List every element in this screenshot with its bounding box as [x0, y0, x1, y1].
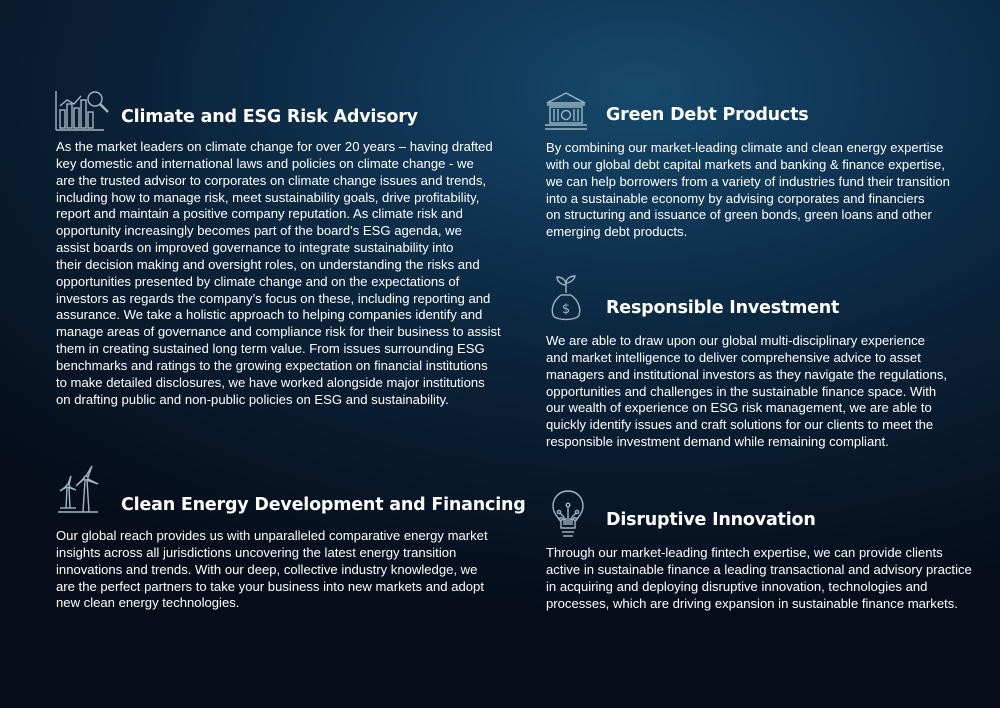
- body-line: in acquiring and deploying disruptive innovation, technologies and: [546, 578, 928, 594]
- section-body: [546, 545, 972, 612]
- body-line: report and maintain a positive company reputation. As climate risk and: [56, 206, 463, 222]
- section-body: [546, 140, 950, 241]
- body-line: on drafting public and non-public policies on ESG and sustainability.: [56, 391, 449, 407]
- section-title: Clean Energy Development and Financing: [121, 495, 526, 515]
- body-line: manage areas of governance and compliance risk for their business to assist: [56, 324, 501, 340]
- body-line: As the market leaders on climate change for over 20 years – having drafted: [56, 139, 493, 154]
- section-body: [546, 333, 947, 451]
- body-line: By combining our market-leading climate and clean energy expertise: [546, 140, 944, 155]
- body-line: are the perfect partners to take your business into new markets and adopt: [56, 578, 484, 594]
- body-line: We are able to draw upon our global multi-disciplinary experience: [546, 333, 925, 348]
- body-line: quickly identify issues and craft solutions for our clients to meet the: [546, 417, 934, 433]
- section-body: [56, 139, 501, 409]
- bank-building-icon: [544, 91, 588, 131]
- body-line: investors as regards the company’s focus on these, including reporting and: [56, 290, 491, 306]
- body-line: including how to manage risk, meet sustainability goals, drive profitability,: [56, 189, 480, 205]
- body-line: processes, which are driving expansion in sustainable finance markets.: [546, 595, 958, 611]
- body-line: assist boards on improved governance to integrate sustainability into: [56, 240, 454, 256]
- body-line: insights across all jurisdictions uncovering the latest energy transition: [56, 544, 457, 560]
- section-title: Climate and ESG Risk Advisory: [121, 107, 418, 127]
- wind-turbine-icon: [56, 464, 100, 514]
- body-line: managers and institutional investors as they navigate the regulations,: [546, 366, 948, 382]
- body-line: into a sustainable economy by advising corporates and financiers: [546, 190, 925, 206]
- body-line: our wealth of experience on ESG risk management, we are able to: [546, 400, 932, 416]
- lightbulb-circuit-icon: [551, 489, 585, 541]
- body-line: we can help borrowers from a variety of industries fund their transition: [546, 173, 950, 189]
- body-line: opportunity increasingly becomes part of the board’s ESG agenda, we: [56, 223, 462, 239]
- money-bag-plant-icon: [549, 275, 583, 325]
- body-line: new clean energy technologies.: [56, 595, 240, 611]
- section-body: [56, 528, 488, 612]
- body-line: their decision making and oversight roles, on understanding the risks and: [56, 256, 480, 272]
- magnifier-bar-chart-icon: [54, 88, 110, 132]
- svg-text:$: $: [561, 302, 571, 317]
- body-line: them in creating sustained long term value. From issues surrounding ESG: [56, 341, 485, 357]
- body-line: Our global reach provides us with unparalleled comparative energy market: [56, 528, 488, 543]
- body-line: to make detailed disclosures, we have worked alongside major institutions: [56, 374, 485, 390]
- body-line: key domestic and international laws and policies on climate change - we: [56, 155, 474, 171]
- body-line: on structuring and issuance of green bonds, green loans and other: [546, 207, 932, 223]
- body-line: responsible investment demand while remaining compliant.: [546, 434, 889, 450]
- body-line: and market intelligence to deliver comprehensive advice to asset: [546, 349, 921, 365]
- section-title: Disruptive Innovation: [606, 510, 816, 530]
- body-line: assurance. We take a holistic approach to helping companies identify and: [56, 307, 483, 323]
- body-line: Through our market-leading fintech expertise, we can provide clients: [546, 545, 943, 560]
- body-line: benchmarks and ratings to the growing expectation on financial institutions: [56, 357, 488, 373]
- body-line: are the trusted advisor to corporates on climate change issues and trends,: [56, 172, 487, 188]
- section-title: Responsible Investment: [606, 298, 840, 318]
- section-title: Green Debt Products: [606, 105, 809, 125]
- body-line: with our global debt capital markets and banking & finance expertise,: [546, 156, 945, 172]
- body-line: active in sustainable finance a leading transactional and advisory practice: [546, 561, 972, 577]
- body-line: opportunities presented by climate change and on the expectations of: [56, 273, 460, 289]
- body-line: opportunities and challenges in the sustainable finance space. With: [546, 383, 937, 399]
- body-line: emerging debt products.: [546, 224, 688, 240]
- body-line: innovations and trends. With our deep, collective industry knowledge, we: [56, 561, 478, 577]
